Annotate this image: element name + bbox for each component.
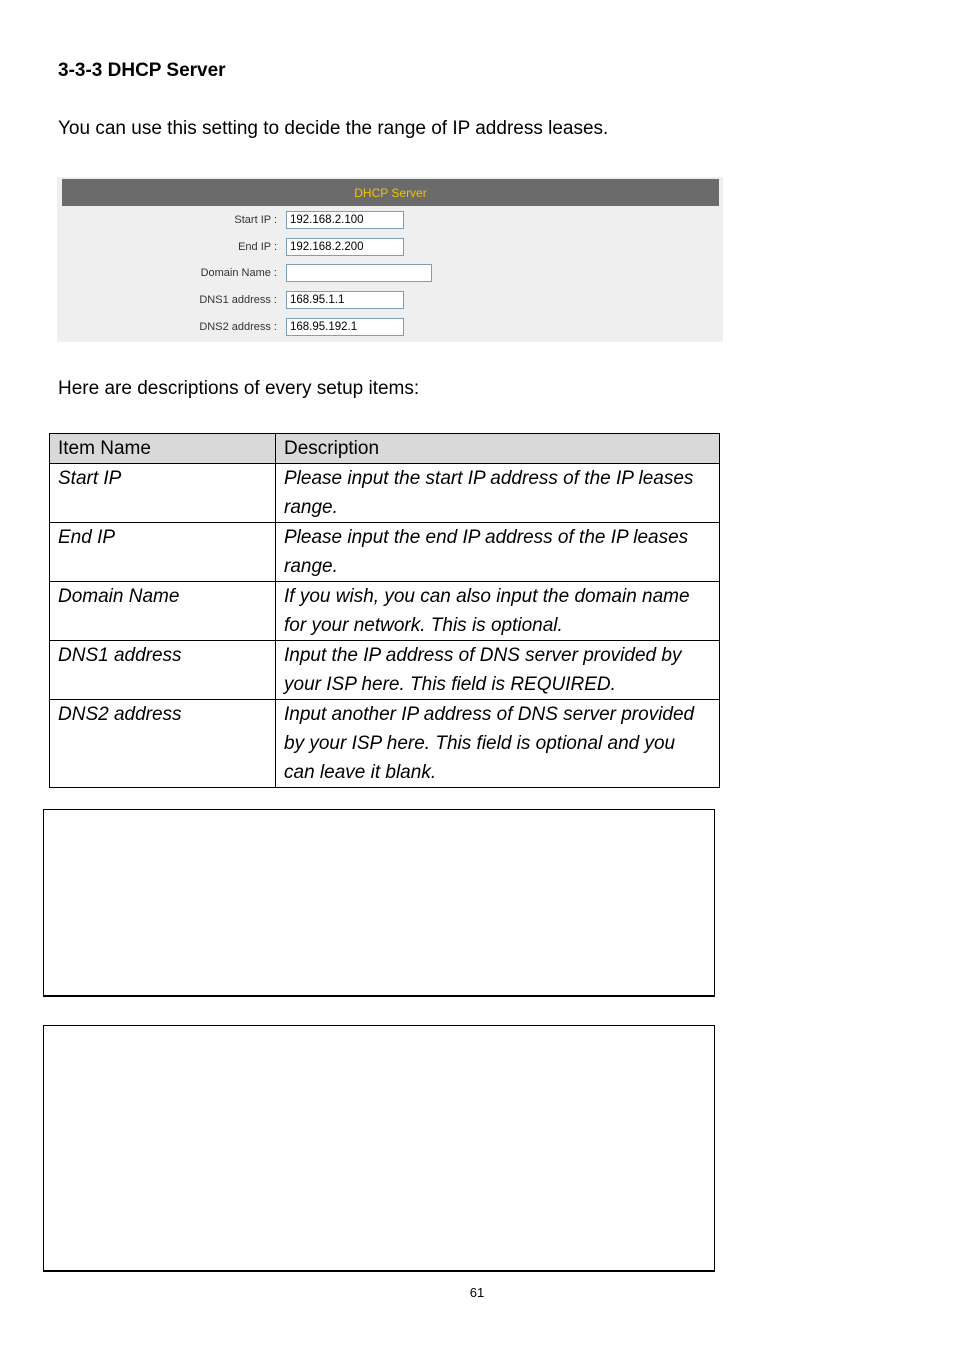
table-row (50, 464, 720, 523)
intro-text: You can use this setting to decide the range of IP address leases. (58, 118, 609, 139)
section-heading: 3-3-3 DHCP Server (58, 60, 226, 81)
row-description: Input another IP address of DNS server provided by your ISP here. This field is optional and you can leave it blank. (276, 700, 720, 788)
end-ip-input[interactable] (286, 238, 404, 256)
row-item-name: DNS1 address (50, 641, 276, 700)
domain-name-row (57, 264, 723, 286)
dns1-row (57, 291, 723, 313)
table-row (50, 641, 720, 700)
empty-note-box (43, 1025, 715, 1272)
header-item-name: Item Name (50, 434, 276, 464)
table-row (50, 523, 720, 582)
dns1-input[interactable] (286, 291, 404, 309)
page-number: 61 (469, 1285, 485, 1300)
table-header-row (50, 434, 720, 464)
row-description: Please input the start IP address of the IP leases range. (276, 464, 720, 523)
description-table (49, 433, 720, 788)
row-item-name: DNS2 address (50, 700, 276, 788)
end-ip-label: End IP : (238, 241, 277, 253)
row-description: Input the IP address of DNS server provided by your ISP here. This field is REQUIRED. (276, 641, 720, 700)
dns2-input[interactable] (286, 318, 404, 336)
row-description: Please input the end IP address of the IP leases range. (276, 523, 720, 582)
end-ip-row (57, 238, 723, 260)
empty-note-box (43, 809, 715, 997)
start-ip-label: Start IP : (234, 214, 277, 226)
dns1-label: DNS1 address : (199, 294, 277, 306)
panel-title: DHCP Server (62, 179, 719, 206)
descriptions-intro: Here are descriptions of every setup items: (58, 378, 420, 399)
row-description: If you wish, you can also input the domain name for your network. This is optional. (276, 582, 720, 641)
dhcp-server-panel (57, 177, 723, 342)
start-ip-row (57, 211, 723, 233)
table-row (50, 700, 720, 788)
row-item-name: Start IP (50, 464, 276, 523)
row-item-name: Domain Name (50, 582, 276, 641)
header-description: Description (276, 434, 720, 464)
domain-name-input[interactable] (286, 264, 432, 282)
table-row (50, 582, 720, 641)
start-ip-input[interactable] (286, 211, 404, 229)
domain-name-label: Domain Name : (200, 267, 277, 279)
dns2-row (57, 318, 723, 340)
dns2-label: DNS2 address : (199, 321, 277, 333)
row-item-name: End IP (50, 523, 276, 582)
